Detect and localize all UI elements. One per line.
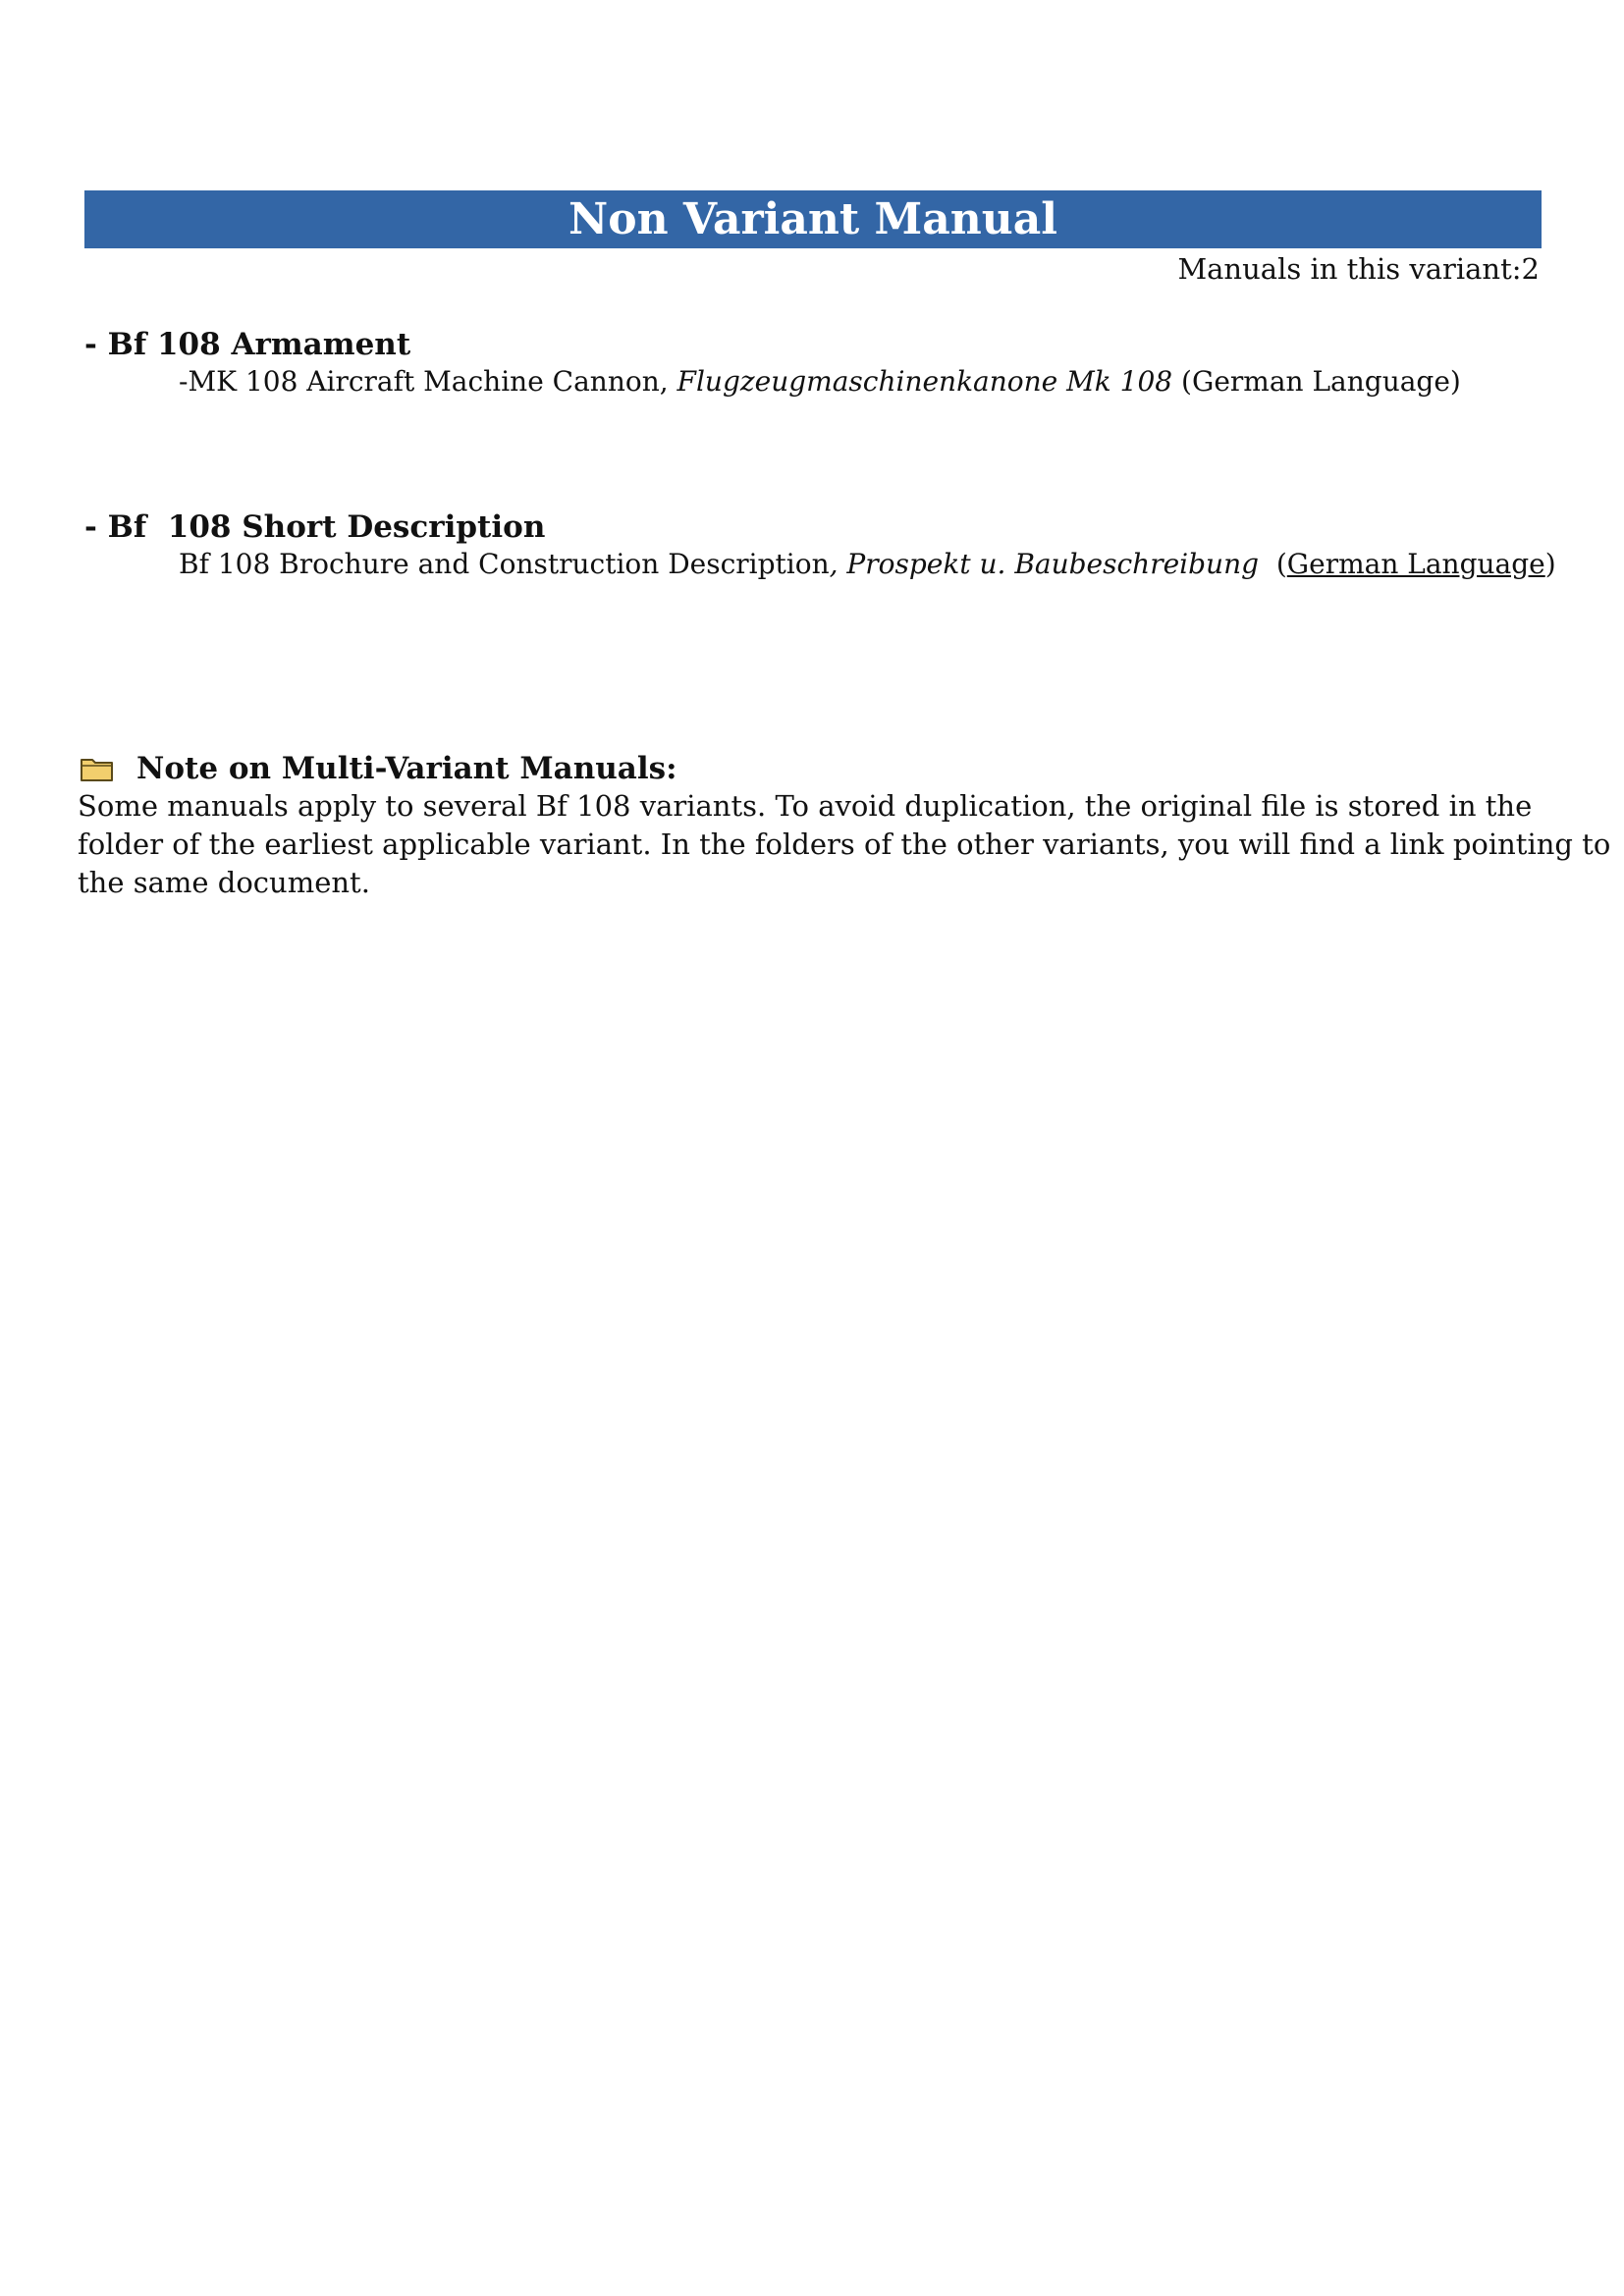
manual-section-armament (84, 326, 1538, 400)
section-heading: - Bf 108 Short Description (84, 509, 546, 545)
manual-section-short-description (84, 508, 1556, 583)
note-title: Note on Multi-Variant Manuals: (136, 751, 677, 786)
manual-entry (179, 363, 1538, 400)
note-body (78, 787, 1611, 902)
manual-entry-title: Bf 108 Brochure and Construction Description (179, 548, 830, 580)
manual-count-label: Manuals in this variant: (1177, 252, 1522, 286)
page-title: Non Variant Manual (568, 194, 1057, 244)
title-banner (84, 190, 1542, 248)
manual-entry-language-link[interactable]: German Language (1286, 548, 1545, 580)
multi-variant-note (78, 750, 1611, 902)
manual-entry-german-title: , Prospekt u. Baubeschreibung (829, 548, 1260, 580)
manual-entry-language-close: ) (1544, 548, 1556, 580)
note-line: Some manuals apply to several Bf 108 variants. To avoid duplication, the original file is stored in the (78, 789, 1533, 823)
manual-count-line (1177, 251, 1540, 287)
folder-icon (80, 755, 115, 782)
manual-entry-language: (German Language) (1172, 365, 1461, 398)
manual-entry-language-open: ( (1259, 548, 1287, 580)
section-heading: - Bf 108 Armament (84, 327, 411, 362)
manual-entry-title: -MK 108 Aircraft Machine Cannon, (179, 365, 677, 398)
manual-entry-german-title: Flugzeugmaschinenkanone Mk 108 (677, 365, 1173, 398)
manual-entry (179, 546, 1556, 583)
manual-count-value: 2 (1521, 252, 1540, 286)
note-line: folder of the earliest applicable variant. In the folders of the other variants, you will find a link pointing to (78, 828, 1611, 861)
note-heading (78, 750, 1550, 787)
note-line: the same document. (78, 866, 370, 899)
